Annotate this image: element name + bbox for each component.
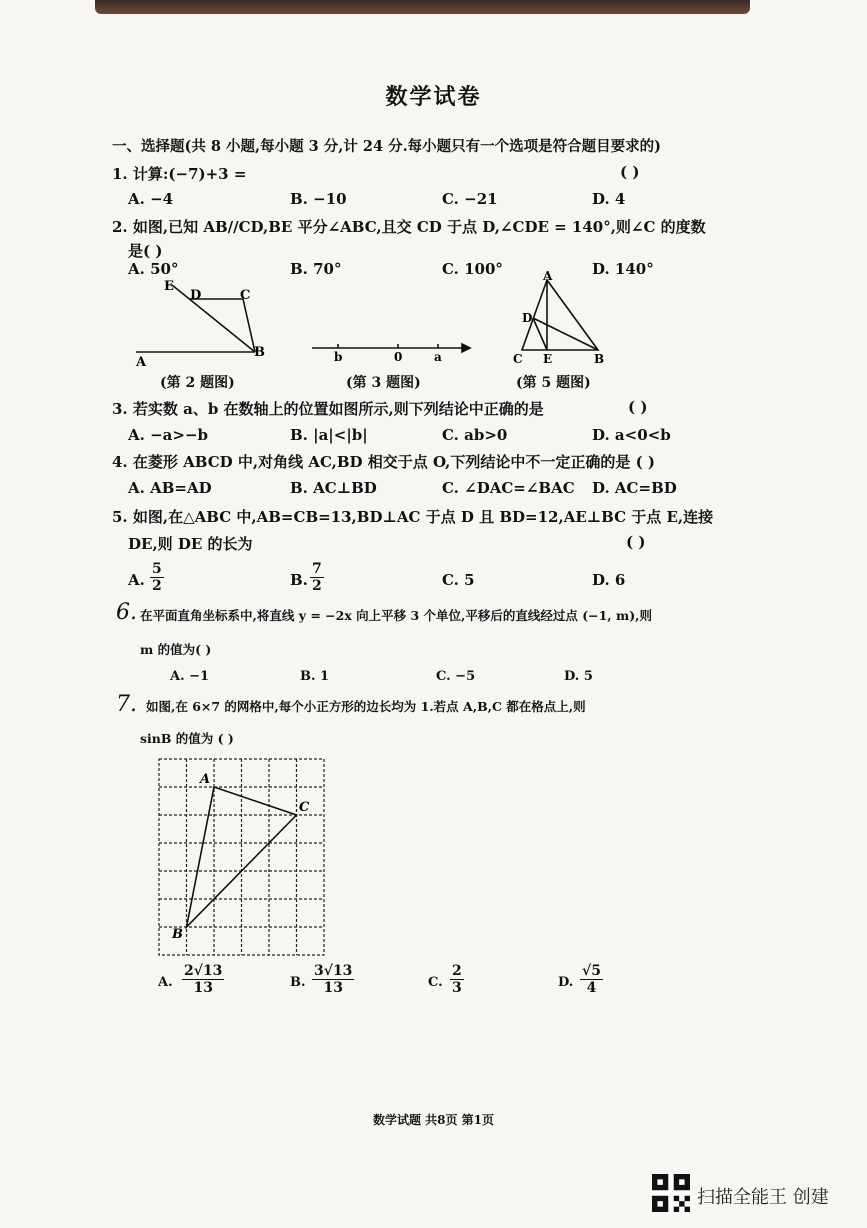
q2-option-d: D. 140°: [592, 260, 654, 278]
q7-c-numerator: 2: [452, 963, 462, 979]
q1-option-d: D. 4: [592, 190, 626, 208]
section-heading: 一、选择题(共 8 小题,每小题 3 分,计 24 分.每小题只有一个选项是符合题目要求的): [112, 138, 662, 155]
fig5-caption: (第 5 题图): [516, 375, 591, 391]
q4-option-a: A. AB=AD: [128, 479, 212, 497]
q7-stem-line2: sinB 的值为 ( ): [140, 731, 234, 746]
page-title: 数学试卷: [385, 84, 482, 110]
q5-b-numerator: 7: [312, 561, 322, 577]
q7-option-a-fraction: [182, 963, 224, 996]
fig5-point-a: A: [543, 270, 553, 283]
q7-b-denominator: 13: [323, 980, 343, 996]
q4-stem: 4. 在菱形 ABCD 中,对角线 AC,BD 相交于点 O,下列结论中不一定正确的是 ( ): [112, 453, 656, 471]
q7-number: 7.: [116, 692, 137, 717]
q2-stem-line1: 2. 如图,已知 AB//CD,BE 平分∠ABC,且交 CD 于点 D,∠CDE = 140°,则∠C 的度数: [112, 218, 706, 236]
fig2-point-a: A: [136, 355, 147, 370]
fig3-label-a: a: [434, 350, 442, 364]
q3-stem: 3. 若实数 a、b 在数轴上的位置如图所示,则下列结论中正确的是: [112, 400, 544, 418]
q4-option-c: C. ∠DAC=∠BAC: [442, 479, 575, 497]
q6-option-a: A. −1: [170, 669, 210, 684]
q2-option-b: B. 70°: [290, 260, 342, 278]
q1-answer-paren: ( ): [620, 163, 640, 181]
q7-option-b-prefix: B.: [290, 975, 306, 990]
q6-option-d: D. 5: [564, 669, 593, 684]
fig3-label-zero: 0: [394, 350, 403, 364]
q5-option-b-prefix: B.: [290, 571, 308, 589]
grid-point-c: C: [299, 800, 310, 815]
fig2-point-d: D: [190, 288, 202, 303]
q4-option-d: D. AC=BD: [592, 479, 677, 497]
q4-option-b: B. AC⊥BD: [290, 479, 377, 497]
grid-point-b: B: [172, 927, 183, 942]
q7-b-numerator: 3√13: [314, 963, 353, 979]
fig5-point-b: B: [594, 352, 605, 366]
q6-option-b: B. 1: [300, 669, 330, 684]
fig2-point-b: B: [254, 345, 265, 360]
q2-stem-line2: 是( ): [128, 242, 163, 260]
q7-a-denominator: 13: [193, 980, 213, 996]
q5-stem-line2: DE,则 DE 的长为: [128, 535, 253, 553]
q7-option-c-fraction: [450, 963, 464, 996]
fig2-point-e: E: [164, 279, 174, 294]
scanner-watermark: 扫描全能王 创建: [697, 1187, 829, 1208]
q3-option-d: D. a<0<b: [592, 426, 671, 444]
fig5-point-e: E: [543, 352, 553, 366]
q5-option-a-fraction: [150, 561, 164, 594]
q3-option-b: B. |a|<|b|: [290, 426, 368, 444]
q6-option-c: C. −5: [436, 669, 476, 684]
fig2-point-c: C: [240, 288, 251, 303]
q3-option-a: A. −a>−b: [128, 426, 208, 444]
q7-option-d-prefix: D.: [558, 975, 574, 990]
q7-a-numerator: 2√13: [184, 963, 223, 979]
fig5-point-c: C: [513, 352, 523, 366]
qr-code-icon: [652, 1174, 690, 1212]
q2-option-a: A. 50°: [128, 260, 179, 278]
q7-option-a-prefix: A.: [158, 975, 173, 990]
q3-option-c: C. ab>0: [442, 426, 508, 444]
q1-option-c: C. −21: [442, 190, 498, 208]
top-edge-shadow: [95, 0, 750, 14]
q5-b-denominator: 2: [312, 578, 322, 594]
q5-option-d: D. 6: [592, 571, 626, 589]
q6-stem-line2: m 的值为( ): [140, 642, 212, 657]
q5-option-b-fraction: [310, 561, 324, 594]
grid-point-a: A: [200, 772, 211, 787]
q6-number: 6.: [116, 600, 137, 625]
q7-d-denominator: 4: [586, 980, 597, 996]
q1-option-b: B. −10: [290, 190, 347, 208]
q7-d-numerator: √5: [582, 963, 601, 979]
q6-stem-line1: 在平面直角坐标系中,将直线 y = −2x 向上平移 3 个单位,平移后的直线经过点 (−1, m),则: [140, 608, 653, 623]
q5-a-denominator: 2: [152, 578, 162, 594]
fig3-label-b: b: [334, 350, 343, 364]
q7-c-denominator: 3: [452, 980, 462, 996]
figures-row: [0, 270, 867, 390]
q7-option-c-prefix: C.: [428, 975, 443, 990]
q5-a-numerator: 5: [152, 561, 162, 577]
page-footer: 数学试题 共8页 第1页: [372, 1113, 495, 1127]
q2-option-c: C. 100°: [442, 260, 503, 278]
q5-stem-line1: 5. 如图,在△ABC 中,AB=CB=13,BD⊥AC 于点 D 且 BD=12,AE⊥BC 于点 E,连接: [112, 508, 714, 526]
fig3-caption: (第 3 题图): [346, 375, 421, 391]
figure-q7-grid: [150, 752, 340, 962]
q5-answer-paren: ( ): [626, 533, 646, 551]
figure-q5-triangle: [522, 280, 598, 350]
q1-stem: 1. 计算:(−7)+3 =: [112, 165, 247, 183]
q1-option-a: A. −4: [128, 190, 174, 208]
q3-answer-paren: ( ): [628, 398, 648, 416]
q7-option-b-fraction: [312, 963, 354, 996]
fig5-point-d: D: [522, 311, 533, 325]
q5-option-c: C. 5: [442, 571, 475, 589]
q7-option-d-fraction: [580, 963, 603, 996]
q7-stem-line1: 如图,在 6×7 的网格中,每个小正方形的边长均为 1.若点 A,B,C 都在格点上,则: [146, 699, 586, 714]
fig2-caption: (第 2 题图): [160, 375, 235, 391]
q5-option-a-prefix: A.: [128, 571, 145, 589]
